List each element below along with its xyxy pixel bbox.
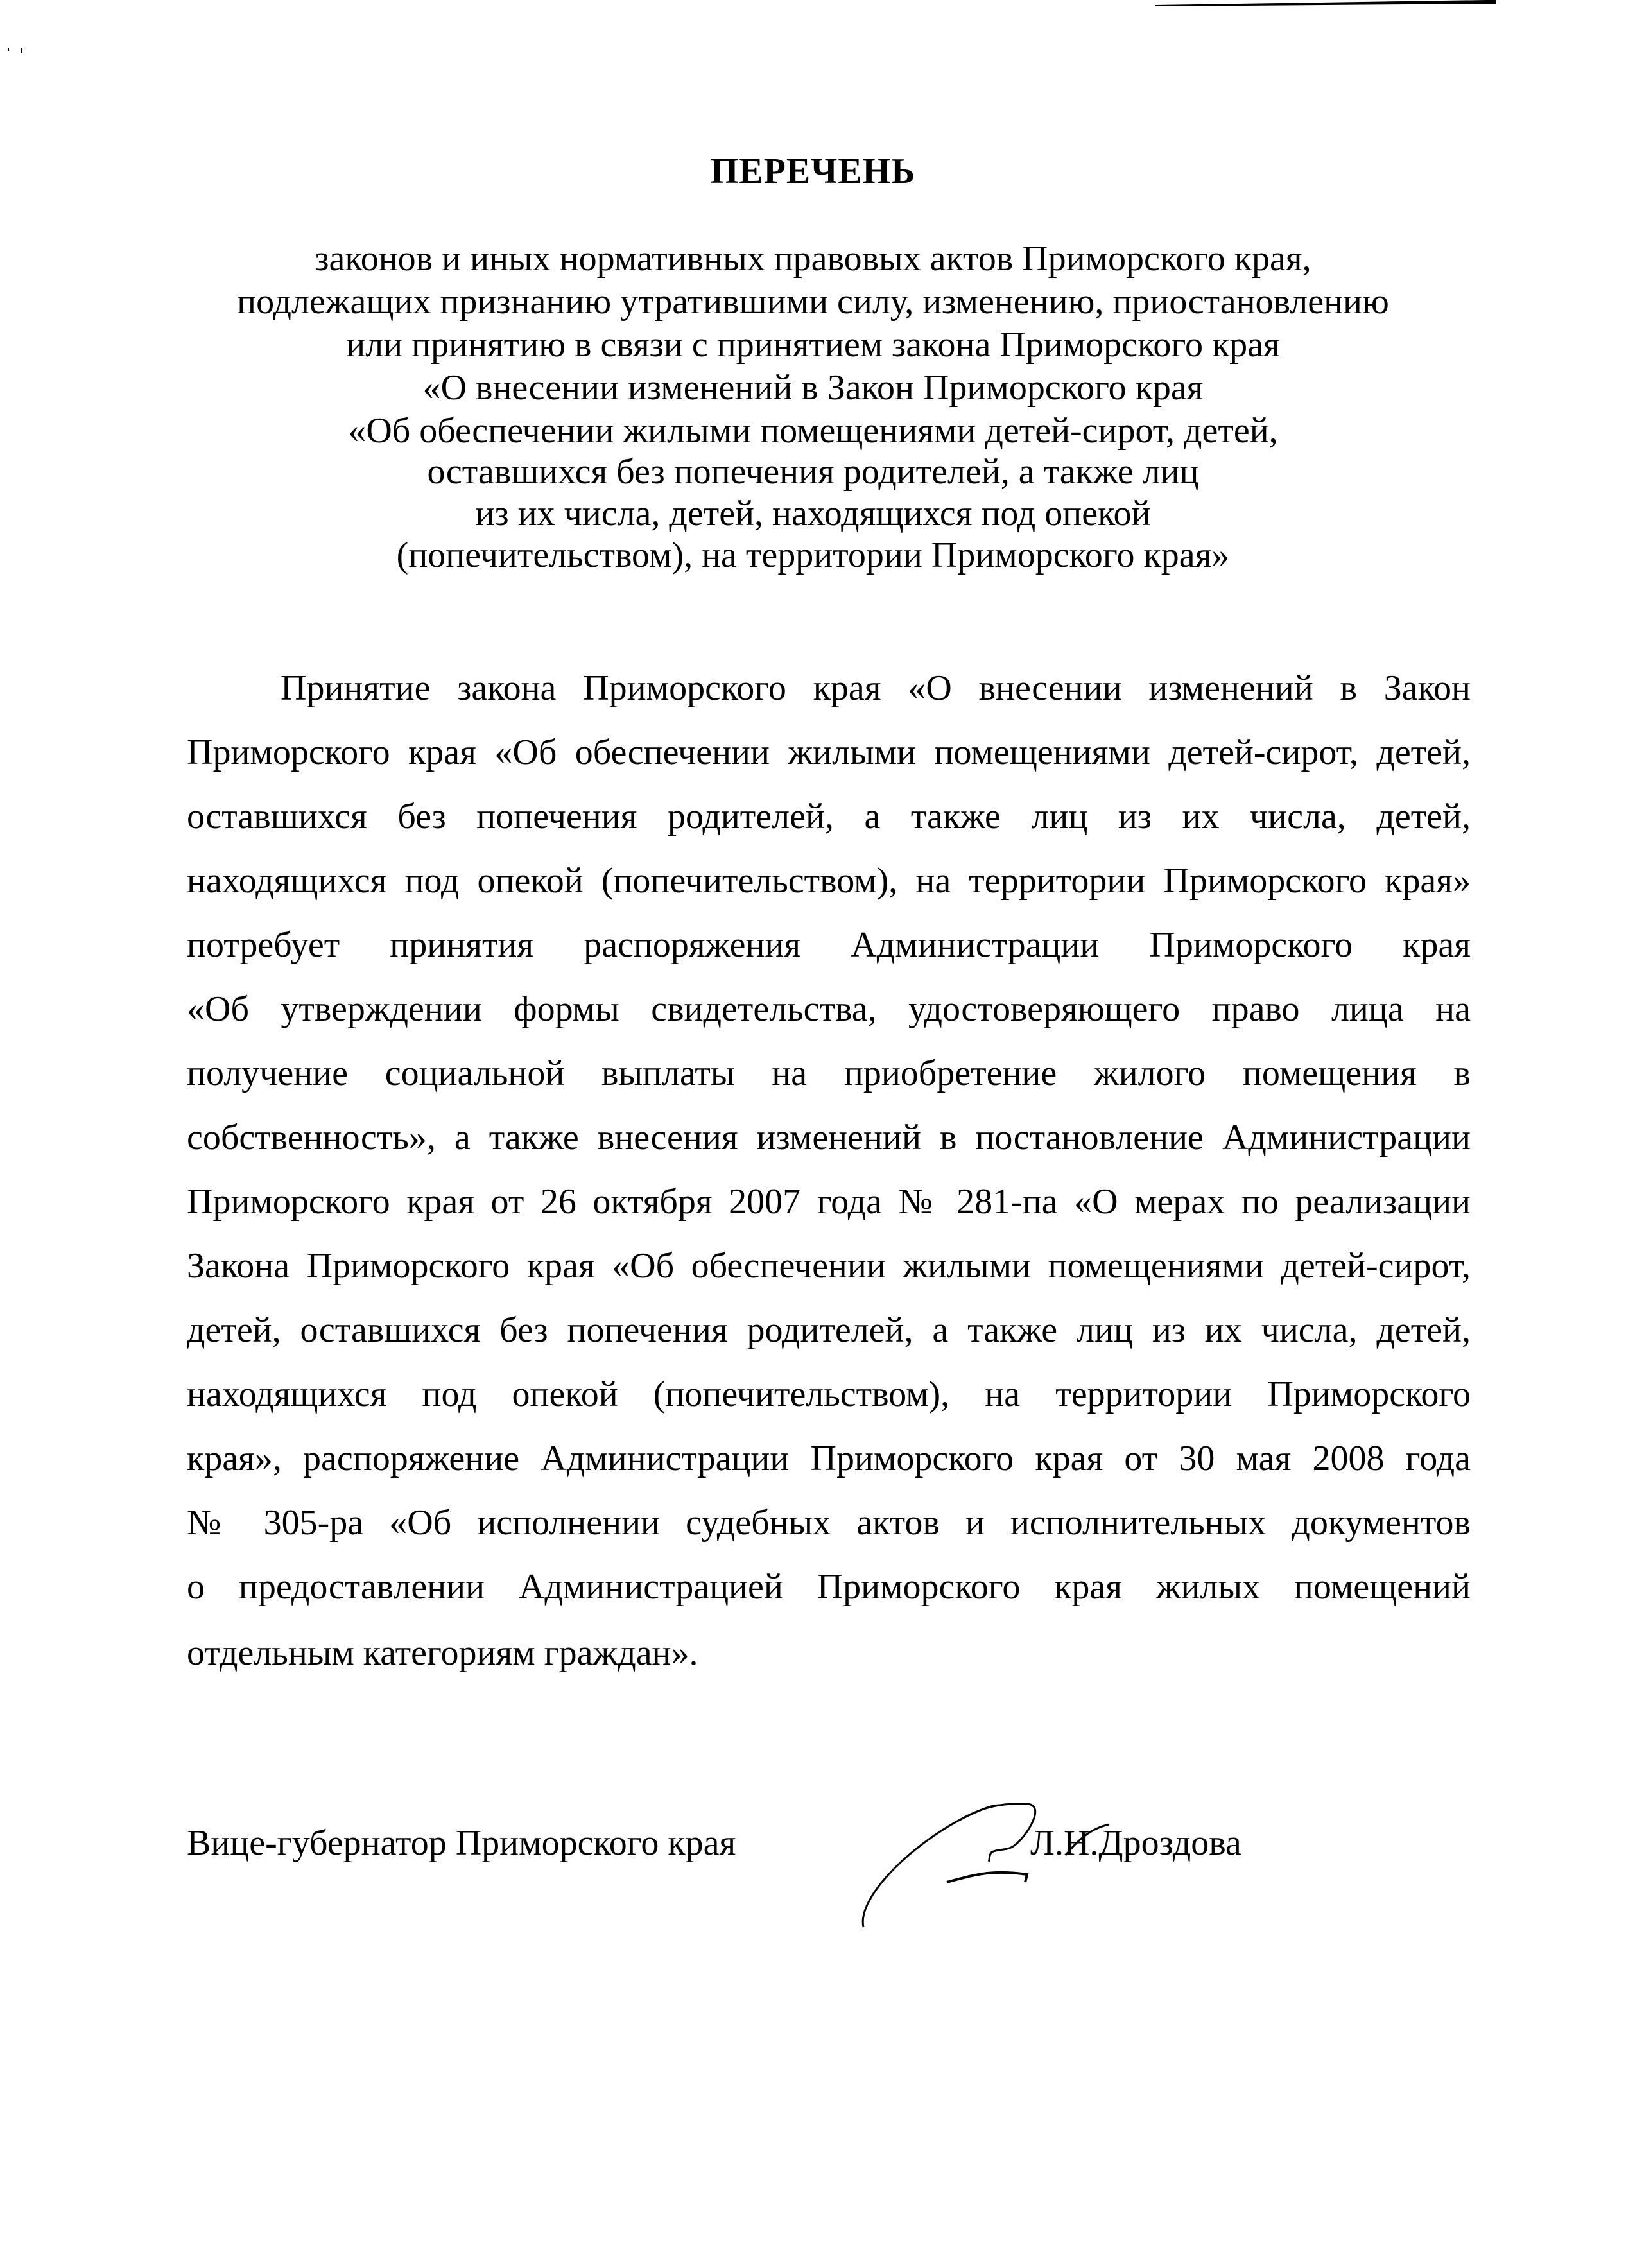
signatory-name: Л.Н.Дроздова — [1030, 1823, 1241, 1863]
body-line: отдельным категориям граждан». — [187, 1633, 698, 1673]
body-line: потребует принятия распоряжения Администрации Приморского края — [187, 925, 1471, 965]
scan-mark-top — [1155, 0, 1626, 13]
subtitle-line: из их числа, детей, находящихся под опекой — [475, 494, 1151, 533]
subtitle-line: подлежащих признанию утратившими силу, изменению, приостановлению — [237, 282, 1389, 322]
document-title: ПЕРЕЧЕНЬ — [710, 151, 916, 191]
body-line: Принятие закона Приморского края «О внесении изменений в Закон — [281, 668, 1471, 708]
body-line: находящихся под опекой (попечительством), на территории Приморского — [187, 1374, 1471, 1414]
body-line: Приморского края от 26 октября 2007 года № 281-па «О мерах по реализации — [187, 1182, 1471, 1222]
body-line: Закона Приморского края «Об обеспечении жилыми помещениями детей-сирот, — [187, 1246, 1471, 1286]
body-line: оставшихся без попечения родителей, а также лиц из их числа, детей, — [187, 797, 1471, 836]
body-line: «Об утверждении формы свидетельства, удостоверяющего право лица на — [187, 989, 1471, 1029]
body-line: Приморского края «Об обеспечении жилыми помещениями детей-сирот, детей, — [187, 732, 1471, 772]
body-line: края», распоряжение Администрации Приморского края от 30 мая 2008 года — [187, 1439, 1471, 1478]
body-line: о предоставлении Администрацией Приморского края жилых помещений — [187, 1567, 1471, 1607]
subtitle-line: «О внесении изменений в Закон Приморского края — [422, 368, 1204, 408]
body-line: детей, оставшихся без попечения родителей, а также лиц из их числа, детей, — [187, 1310, 1471, 1350]
scan-specks — [0, 39, 39, 64]
subtitle-line: оставшихся без попечения родителей, а также лиц — [427, 452, 1199, 492]
subtitle-line: «Об обеспечении жилыми помещениями детей-сирот, детей, — [348, 411, 1278, 451]
signatory-position: Вице-губернатор Приморского края — [187, 1823, 736, 1863]
subtitle-line: (попечительством), на территории Приморского края» — [396, 535, 1230, 575]
body-line: собственность», а также внесения изменений в постановление Администрации — [187, 1118, 1471, 1157]
subtitle-line: законов и иных нормативных правовых актов Приморского края, — [315, 239, 1311, 279]
body-line: № 305-ра «Об исполнении судебных актов и исполнительных документов — [187, 1503, 1471, 1543]
body-line: получение социальной выплаты на приобретение жилого помещения в — [187, 1053, 1471, 1093]
subtitle-line: или принятию в связи с принятием закона Приморского края — [346, 325, 1280, 365]
body-line: находящихся под опекой (попечительством), на территории Приморского края» — [187, 861, 1471, 901]
